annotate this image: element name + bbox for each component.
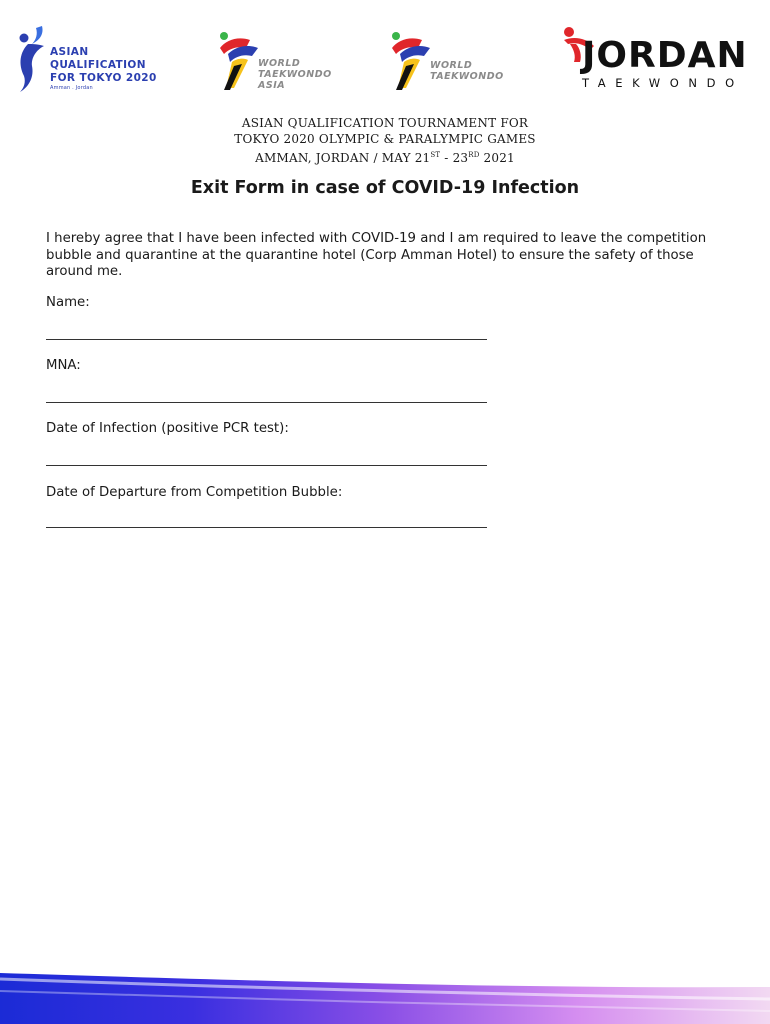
intro-paragraph: I hereby agree that I have been infected with COVID-19 and I am required to leave the competition bubble and quarantine at the quarantine hotel (Corp Amman Hotel) to ensure the safety of those around me. [46,231,707,279]
jordan-wordmark: JORDAN [582,35,748,76]
world-taekwondo-wordmark [430,60,504,82]
departure-date-field-line[interactable] [46,527,487,528]
world-taekwondo-logo [388,26,508,92]
taekwondo-emblem-icon [216,26,260,92]
asian-qualification-logo [14,22,164,94]
header-date-suffix: 2021 [479,151,515,165]
taekwondo-emblem-icon [388,26,432,92]
logo-subtext: Amman . Jordan [50,85,93,91]
mna-field-label: MNA: [46,358,81,373]
date-suffix-superscript: ST [430,151,441,159]
name-field-label: Name: [46,295,90,310]
header-line: ASIAN QUALIFICATION TOURNAMENT FOR [241,116,529,130]
jordan-taekwondo-logo [560,24,750,92]
name-field-line[interactable] [46,339,487,340]
logo-text-line: TAEKWONDO [258,69,332,80]
flame-icon [14,22,54,94]
header-date-prefix: AMMAN, JORDAN / MAY 21 [255,151,431,165]
logo-text-line: TAEKWONDO [430,71,504,82]
date-suffix-superscript: RD [468,151,480,159]
world-taekwondo-asia-logo [216,26,336,92]
logo-text-line: QUALIFICATION [50,59,146,71]
taekwondo-wordmark: TAEKWONDO [582,76,744,90]
asian-qualification-wordmark [50,46,157,92]
logo-text-line: WORLD [258,58,301,69]
logo-text-line: WORLD [430,60,473,71]
world-taekwondo-asia-wordmark [258,58,332,91]
logo-text-line: FOR TOKYO 2020 [50,72,157,84]
header-date-mid: - 23 [440,151,469,165]
form-title: Exit Form in case of COVID-19 Infection [190,178,580,198]
header-line: TOKYO 2020 OLYMPIC & PARALYMPIC GAMES [234,132,536,146]
tournament-header [0,115,770,166]
logo-text-line: ASIA [258,80,286,91]
infection-date-field-label: Date of Infection (positive PCR test): [46,421,289,436]
footer-gradient-bar [0,965,770,1024]
header-date-line [0,147,770,166]
logo-text-line: ASIAN [50,46,89,58]
mna-field-line[interactable] [46,402,487,403]
departure-date-field-label: Date of Departure from Competition Bubble: [46,485,343,500]
infection-date-field-line[interactable] [46,465,487,466]
